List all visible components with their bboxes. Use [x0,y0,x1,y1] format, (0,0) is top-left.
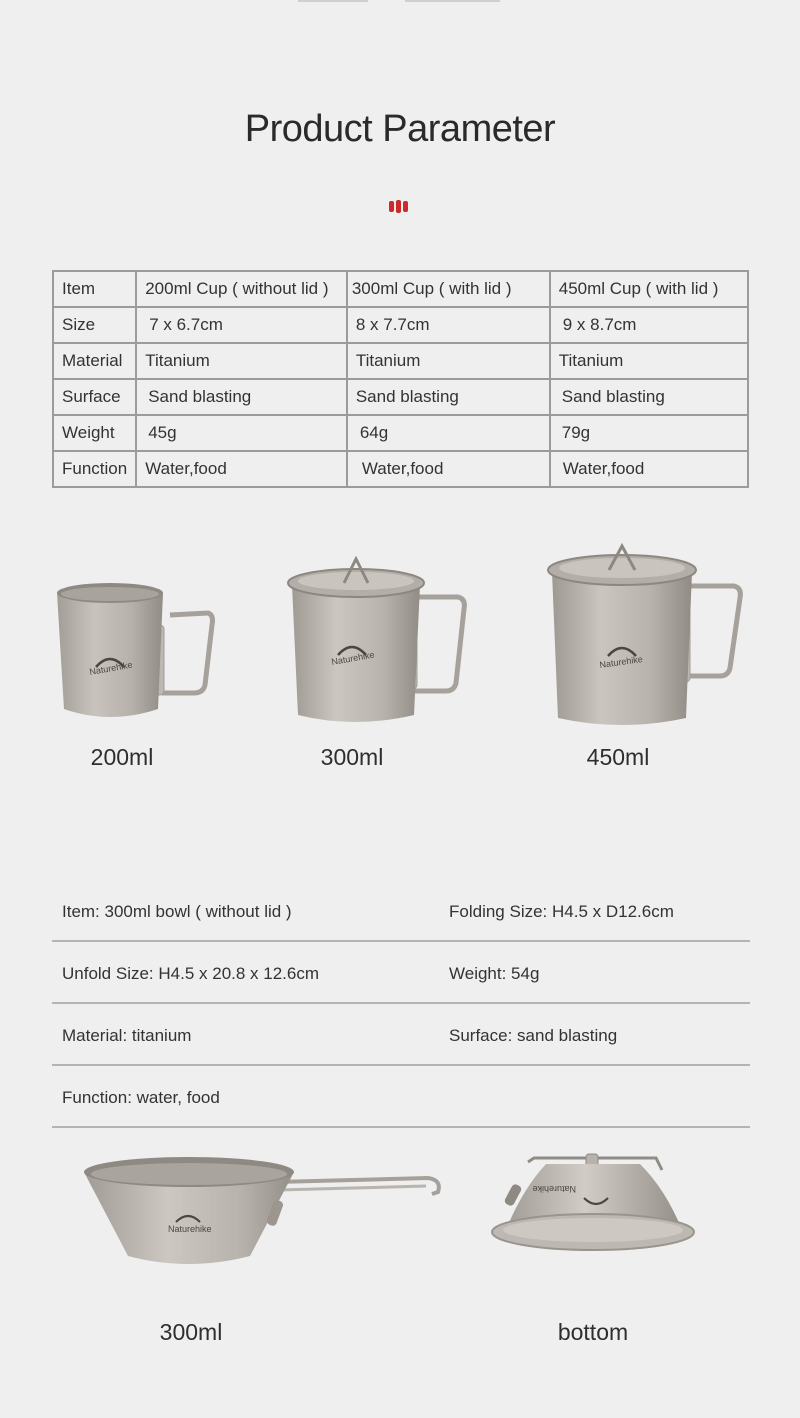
table-cell: Material [53,343,136,379]
spec-unfold-size: Unfold Size: H4.5 x 20.8 x 12.6cm [62,964,320,983]
table-cell: Item [53,271,136,307]
table-row [53,379,748,415]
table-cell: Sand blasting [347,379,550,415]
table-cell: 7 x 6.7cm [136,307,347,343]
spec-weight: Weight: 54g [449,964,540,983]
table-cell: 200ml Cup ( without lid ) [136,271,347,307]
spec-row [52,1004,750,1066]
table-cell: 9 x 8.7cm [550,307,748,343]
table-cell: Titanium [550,343,748,379]
cup-brand-label: Naturehike [330,649,376,667]
cup-200ml-image [50,575,220,725]
cup-caption-300ml: 300ml [320,744,384,770]
spec-surface: Surface: sand blasting [449,1026,618,1045]
table-cell: 8 x 7.7cm [347,307,550,343]
cup-caption-200ml: 200ml [90,744,154,770]
table-cell: 79g [550,415,748,451]
bowl-image [80,1150,450,1275]
table-row [53,271,748,307]
table-cell: Sand blasting [550,379,748,415]
table-cell: Weight [53,415,136,451]
table-cell: 300ml Cup ( with lid ) [347,271,550,307]
bowl-brand-label: Naturehike [168,1224,212,1234]
accent-marker [386,200,412,214]
spec-row [52,1066,750,1128]
table-cell: Function [53,451,136,487]
table-cell: Water,food [136,451,347,487]
table-cell: Titanium [136,343,347,379]
spec-row [52,942,750,1004]
spec-row [52,880,750,942]
cup-300ml-image [280,555,475,730]
top-divider-left [298,0,368,2]
cup-brand-label: Naturehike [598,654,644,670]
page-title: Product Parameter [244,108,556,150]
table-row [53,451,748,487]
parameter-table [52,270,749,488]
bowl-spec-list [52,880,750,1128]
spec-item: Item: 300ml bowl ( without lid ) [62,902,292,921]
table-cell: 64g [347,415,550,451]
top-divider-right [405,0,500,2]
table-cell: Surface [53,379,136,415]
table-row [53,307,748,343]
table-cell: Sand blasting [136,379,347,415]
table-cell: Size [53,307,136,343]
spec-function: Function: water, food [62,1088,220,1107]
table-row [53,343,748,379]
table-row [53,415,748,451]
table-cell: 45g [136,415,347,451]
cup-caption-450ml: 450ml [586,744,650,770]
cup-450ml-image [540,540,750,735]
bowl-caption-bottom: bottom [557,1319,629,1345]
table-cell: Titanium [347,343,550,379]
table-cell: Water,food [347,451,550,487]
bowl-caption-300ml: 300ml [159,1319,223,1345]
spec-material: Material: titanium [62,1026,192,1045]
bowl-bottom-brand-label: Naturehike [532,1184,576,1194]
spec-folding-size: Folding Size: H4.5 x D12.6cm [449,902,674,921]
table-cell: 450ml Cup ( with lid ) [550,271,748,307]
bowl-bottom-image [488,1150,698,1265]
cup-brand-label: Naturehike [88,659,134,677]
table-cell: Water,food [550,451,748,487]
